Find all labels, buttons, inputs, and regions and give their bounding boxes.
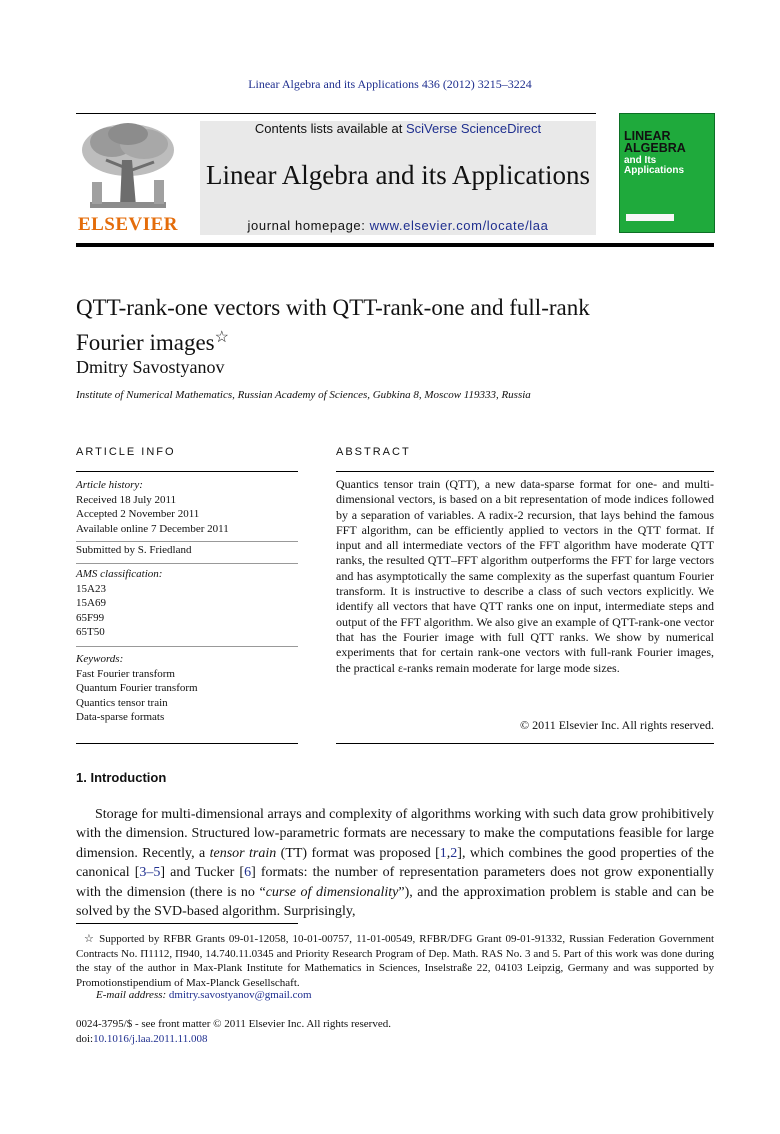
header-thick-rule: [76, 243, 714, 247]
reference-link[interactable]: 2: [450, 845, 458, 861]
intro-text-part: (TT) format was proposed [: [276, 845, 440, 861]
history-online: Available online 7 December 2011: [76, 522, 229, 535]
info-divider: [76, 646, 298, 647]
cover-sub-line1: and Its: [624, 155, 657, 166]
article-title: [76, 293, 696, 358]
section-heading-introduction: 1. Introduction: [76, 770, 167, 785]
introduction-paragraph: [76, 805, 714, 921]
reference-link[interactable]: 6: [244, 865, 252, 881]
email-line: [76, 989, 734, 1001]
email-label: E-mail address:: [96, 989, 167, 1001]
author-name: Dmitry Savostyanov: [76, 357, 225, 377]
ams-code: 65T50: [76, 626, 105, 638]
article-info-rule-top: [76, 471, 298, 472]
title-footnote-star-icon[interactable]: ☆: [214, 329, 229, 346]
doi-prefix: doi:: [76, 1033, 94, 1045]
keyword: Data-sparse formats: [76, 711, 165, 723]
journal-name: Linear Algebra and its Applications: [206, 160, 590, 190]
keyword: Quantum Fourier transform: [76, 682, 198, 694]
cover-label: [626, 214, 674, 221]
tensor-train-term: tensor train: [209, 845, 277, 861]
cover-title-line1: LINEAR: [624, 129, 671, 143]
history-label: Article history:: [76, 479, 143, 491]
title-line2: Fourier images: [76, 330, 215, 355]
keyword: Fast Fourier transform: [76, 667, 175, 680]
contents-prefix: Contents lists available at: [254, 121, 406, 136]
ams-code: 65F99: [76, 611, 105, 624]
ams-code: 15A69: [76, 597, 106, 609]
intro-text-part: ] and Tucker [: [160, 865, 245, 881]
tree-icon: [76, 120, 180, 212]
footnote-rule: [76, 923, 298, 924]
homepage-link[interactable]: www.elsevier.com/locate/laa: [369, 218, 549, 233]
keywords-label: Keywords:: [76, 653, 124, 665]
publisher-name: ELSEVIER: [77, 214, 179, 235]
intro-text-part: Storage for multi-dimensional arrays and complexity of algorithms working with such data grow prohibitively with the dimension. Structured low-parametric formats are necessary to make the computations feasible for large dimension. Recently, a: [76, 807, 714, 861]
info-divider: [76, 563, 298, 564]
curse-term: curse of dimensionality: [265, 884, 399, 900]
reference-link[interactable]: 1: [439, 845, 447, 861]
author-affiliation: Institute of Numerical Mathematics, Russian Academy of Sciences, Gubkina 8, Moscow 119333, Russia: [76, 389, 531, 401]
abstract-text: Quantics tensor train (QTT), a new data-sparse format for one- and multi-dimensional vectors, is based on a bit representation of mode indices followed by a separation of variables. A radix-2 recursion, that lays behind the famous FFT algorithm, can be efficiently applied to vectors in the QTT format. If input and all intermediate vectors of the FFT algorithm have moderate QTT ranks, the resulted QTT–FFT algorithm outperforms the FFT for large vectors and has asymptotically the same complexity as the superfast quantum Fourier transform. It is instructive to describe a class of such vectors explicitly. We identify all vectors that have QTT ranks one on input, intermediate steps and output of the FFT algorithm. We also give an example of QTT-rank-one vector that has the Fourier image with full QTT ranks. We show by numerical experiments that for certain rank-one vectors with full-rank Fourier images, the practical ε-ranks remain moderate for large mode sizes.: [336, 477, 714, 675]
intro-text-part: ,: [446, 845, 451, 861]
keywords: [76, 652, 298, 725]
history-accepted: Accepted 2 November 2011: [76, 508, 200, 520]
submitted-by: Submitted by S. Friedland: [76, 544, 192, 556]
contents-line: [200, 121, 596, 136]
doi-link[interactable]: 10.1016/j.laa.2011.11.008: [93, 1033, 208, 1045]
ams-label: AMS classification:: [76, 568, 163, 580]
cover-sub-line2: Applications: [624, 165, 685, 176]
email-link[interactable]: dmitry.savostyanov@gmail.com: [168, 989, 312, 1001]
footnote-star-icon: ☆: [84, 933, 96, 945]
article-history: [76, 478, 298, 536]
homepage-line: [200, 218, 596, 233]
reference-link[interactable]: 3–5: [139, 865, 161, 881]
doi-line: [76, 1033, 208, 1045]
title-line1: QTT-rank-one vectors with QTT-rank-one and full-rank: [76, 295, 590, 320]
top-rule: [76, 113, 596, 114]
footnote: [76, 932, 714, 990]
ams-classification: [76, 567, 298, 640]
article-info-heading: ARTICLE INFO: [76, 446, 176, 458]
title-line2-row: [76, 323, 696, 358]
cover-subtitle: [624, 156, 712, 176]
cover-title: [624, 130, 712, 154]
abstract-copyright: © 2011 Elsevier Inc. All rights reserved.: [520, 718, 714, 732]
intro-text-part: ] formats: the number of representation parameters does not grow exponentially with the dimension (there is no “: [76, 865, 715, 900]
ams-code: 15A23: [76, 582, 106, 595]
intro-text-part: ], which combines the good properties of the canonical [: [76, 845, 714, 881]
abstract-rule-top: [336, 471, 714, 472]
abstract-rule-bottom: [336, 743, 714, 744]
journal-citation[interactable]: Linear Algebra and its Applications 436 (2012) 3215–3224: [248, 77, 532, 91]
article-info-rule-bottom: [76, 743, 298, 744]
issn-line: 0024-3795/$ - see front matter © 2011 Elsevier Inc. All rights reserved.: [76, 1018, 391, 1030]
homepage-prefix: journal homepage:: [247, 218, 370, 233]
abstract-heading: ABSTRACT: [336, 446, 411, 458]
intro-text-part: ”), and the approximation problem is stable and can be solved by the SVD-based algorithm. Surprisingly,: [76, 884, 714, 920]
keyword: Quantics tensor train: [76, 696, 168, 709]
history-received: Received 18 July 2011: [76, 493, 177, 506]
info-divider: [76, 541, 298, 542]
footnote-text: Supported by RFBR Grants 09-01-12058, 10-01-00757, 11-01-00549, RFBR/DFG Grant 09-01-91332, Russian Federation Government Contracts No. Π1112, Π940, 14.740.11.0345 and Priority Research Program of Dep. Math. RAS No. 3 and 5. Part of this work was done during the stay of the author in Max-Plank Institute for Mathematics in Sciences, Inselstraße 22, 04103 Leipzig, Germany and was supported by Promotionstipendium of Max-Planck Gesellschaft.: [76, 933, 714, 989]
sciencedirect-link[interactable]: SciVerse ScienceDirect: [405, 121, 542, 136]
cover-title-line2: ALGEBRA: [624, 141, 686, 155]
journal-cover[interactable]: [619, 113, 715, 233]
